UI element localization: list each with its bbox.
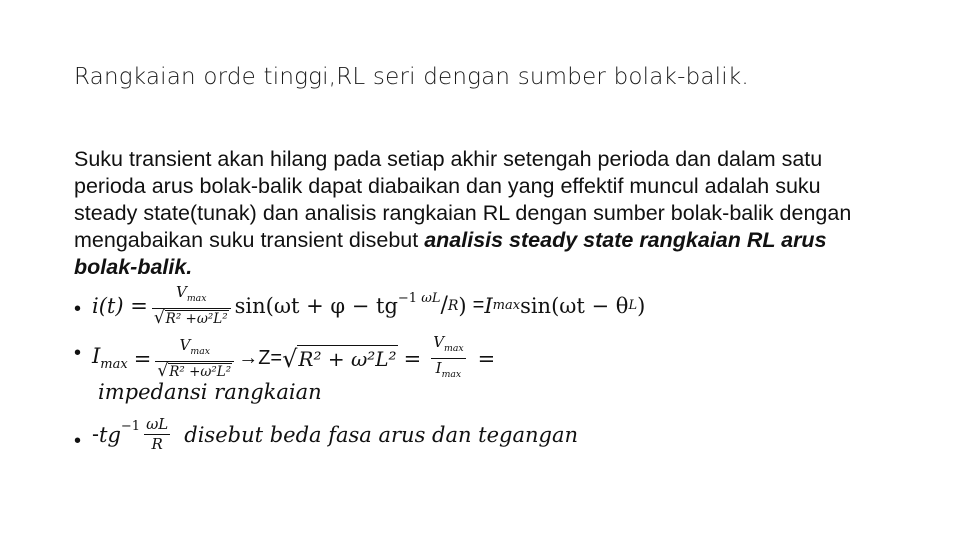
- eq1-func: sin(ωt + φ − tg: [234, 293, 398, 318]
- equation-imax: $I_{max}$ = $V_{max}$ √ R² +ω²L² →Z= √ R² + ω²L² = $\frac{V_{max}}{I_{max}}$ =: [92, 333, 496, 381]
- equation-phase: [92, 416, 578, 453]
- eq2-sqrt: √ R² + ω²L²: [282, 344, 397, 373]
- eq3-dash: -: [92, 422, 99, 446]
- paragraph-emphasis: analisis steady state rangkaian RL arus bolak-balik.: [74, 228, 827, 279]
- eq2-equals: =: [133, 346, 152, 371]
- slide-title: Rangkaian orde tinggi,RL seri dengan sumber bolak-balik.: [74, 64, 749, 90]
- eq1-close: ): [458, 293, 467, 318]
- eq2-tail: impedansi rangkaian: [98, 380, 322, 404]
- eq1-numerator: $V_{max}$: [176, 283, 207, 304]
- paragraph-text: Suku transient akan hilang pada setiap akhir setengah perioda dan dalam satu perioda arus bolak-balik dapat diabaikan dan yang effektif muncul adalah suku steady state(tunak) dan analisis rangkaian RL dengan sumber bolak-balik dengan mengabaikan suku transient disebut: [74, 147, 852, 252]
- eq3-lead: tg: [99, 422, 121, 447]
- eq1-fraction: [152, 284, 231, 327]
- eq1-equals: =: [472, 294, 485, 316]
- bullet-1: •: [74, 298, 82, 320]
- body-paragraph: [74, 146, 874, 281]
- eq2-lhs: $I_{max}$: [92, 344, 128, 373]
- eq3-fraction: $\frac{\omega L}{R}$: [146, 415, 169, 453]
- eq1-lhs: i(t) =: [92, 293, 148, 318]
- eq2-fraction: $V_{max}$ √ R² +ω²L²: [155, 337, 234, 380]
- eq3-sup: −1: [120, 419, 141, 434]
- eq1-rhs: sin(ωt − θ: [520, 293, 629, 318]
- eq1-denominator: √ R² +ω²L²: [153, 308, 228, 328]
- eq2-arrow: →Z=: [238, 347, 283, 369]
- bullet-2: •: [74, 342, 82, 364]
- eq2-fraction-2: $\frac{V_{max}}{I_{max}}$: [433, 333, 464, 380]
- equation-current: i(t) = $V_{max}$ √ R² +ω²L² sin(ωt + φ − tg $^{-1 \omega L}$ / R ) = I max sin(ωt − θ L ): [92, 283, 646, 328]
- eq1-sup: −1 ωL: [397, 291, 441, 306]
- eq3-tail: disebut beda fasa arus dan tegangan: [184, 422, 579, 447]
- bullet-3: •: [74, 430, 82, 452]
